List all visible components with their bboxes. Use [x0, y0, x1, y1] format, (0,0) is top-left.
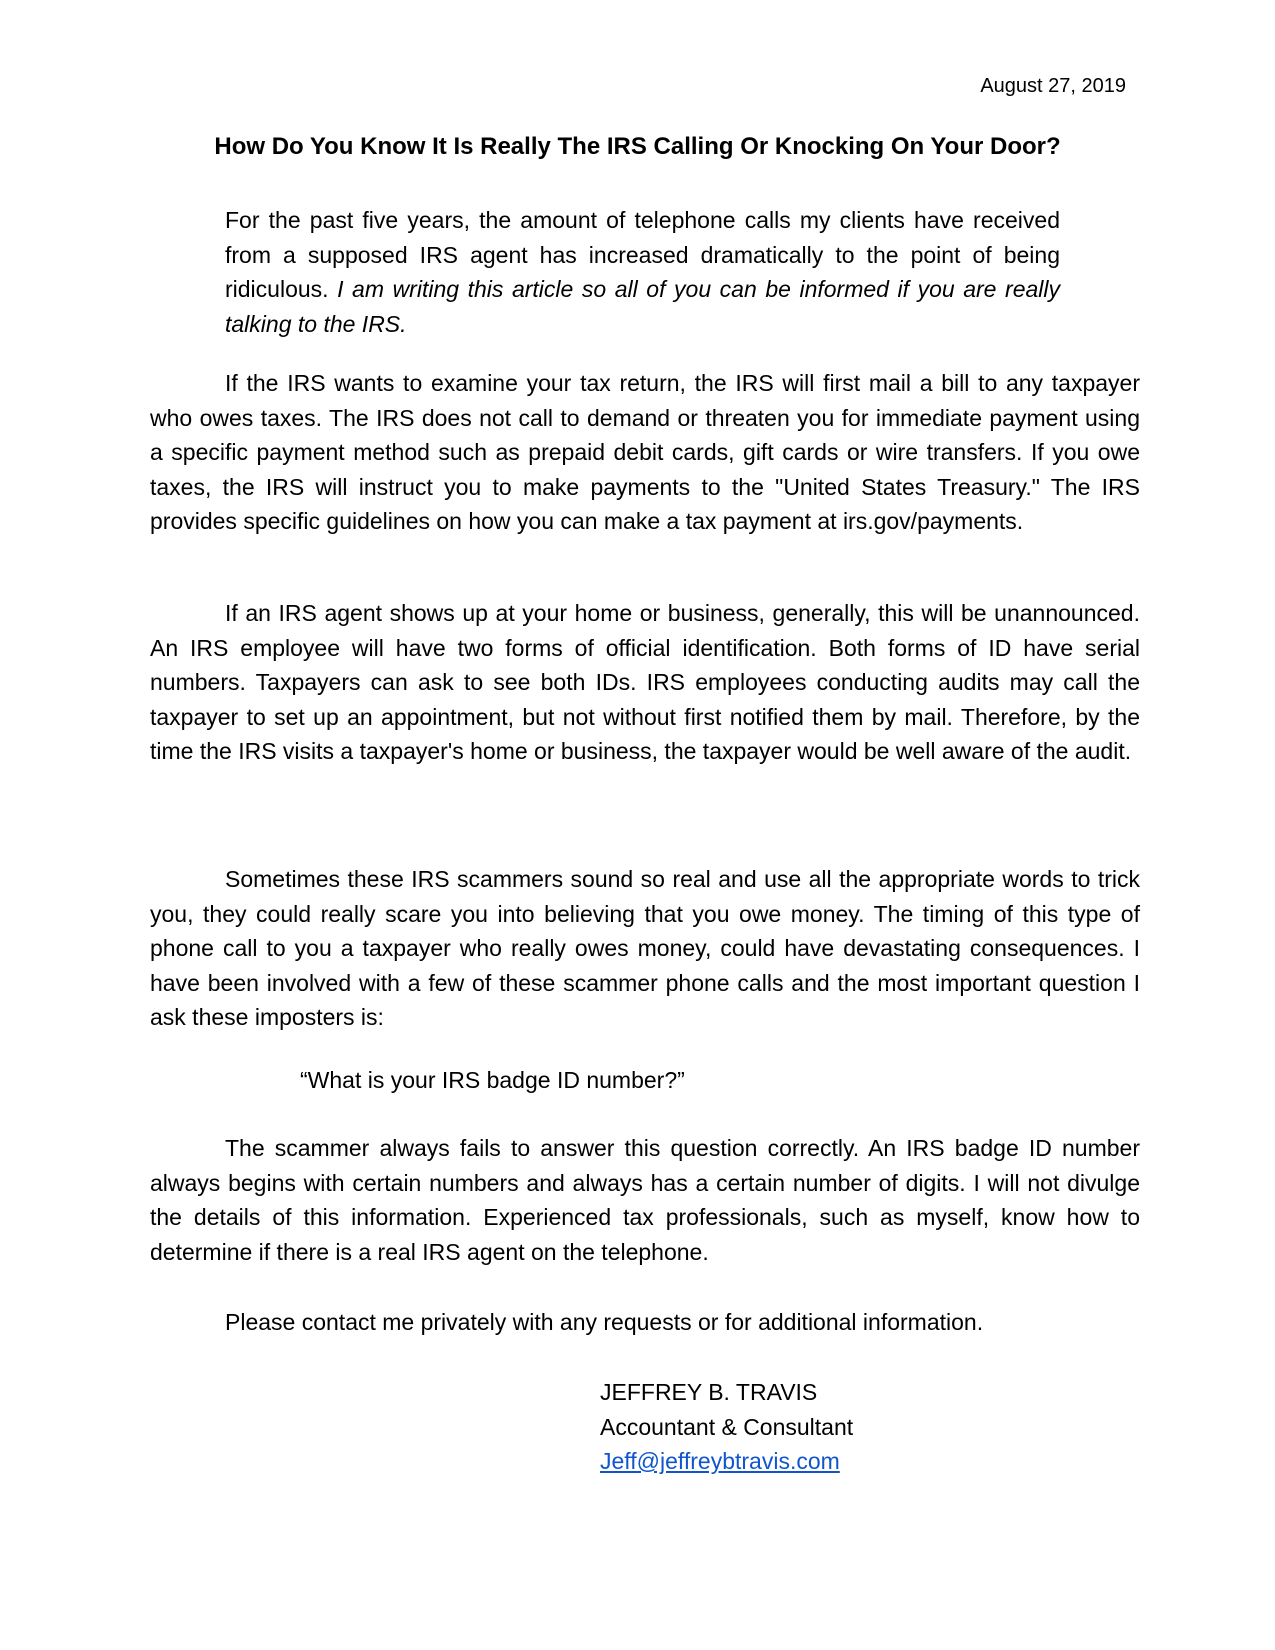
paragraph-text: If an IRS agent shows up at your home or business, generally, this will be unannounced. An IRS employee will have two forms of official identification. Both forms of ID have serial numbers. Taxpayers can ask to see both IDs. IRS employees conducting audits may call the taxpayer to set up an appointment, but not without first notified them by mail. Therefore, by the time the IRS visits a taxpayer's home or business, the taxpayer would be well aware of the audit. [150, 600, 1140, 764]
paragraph-text: The scammer always fails to answer this question correctly. An IRS badge ID number always begins with certain numbers and always has a certain number of digits. I will not divulge the details of this information. Experienced tax professionals, such as myself, know how to determine if there is a real IRS agent on the telephone. [150, 1135, 1140, 1265]
badge-question-quote: “What is your IRS badge ID number?” [300, 1067, 685, 1093]
paragraph-text: Sometimes these IRS scammers sound so real and use all the appropriate words to trick you, they could really scare you into believing that you owe money. The timing of this type of phone call to you a taxpayer who really owes money, could have devastating consequences. I have been involved with a few of these scammer phone calls and the most important question I ask these imposters is: [150, 866, 1140, 1030]
intro-text: For the past five years, the amount of telephone calls my clients have received from a supposed IRS agent has increased dramatically to the point of being ridiculous. [225, 207, 1060, 302]
signature-role: Accountant & Consultant [600, 1413, 854, 1440]
document-title: How Do You Know It Is Really The IRS Calling Or Knocking On Your Door? [214, 133, 1061, 160]
document-date: August 27, 2019 [980, 75, 1126, 97]
signature-name: JEFFREY B. TRAVIS [600, 1379, 818, 1405]
intro-emphasis: I am writing this article so all of you can be informed if you are really talking to the IRS. [225, 276, 1060, 337]
paragraph-text: If the IRS wants to examine your tax return, the IRS will first mail a bill to any taxpayer who owes taxes. The IRS does not call to demand or threaten you for immediate payment using a specific payment method such as prepaid debit cards, gift cards or wire transfers. If you owe taxes, the IRS will instruct you to make payments to the "United States Treasury." The IRS provides specific guidelines on how you can make a tax payment at irs.gov/payments. [150, 370, 1140, 534]
signature-block [600, 1375, 853, 1479]
intro-paragraph [225, 203, 1060, 341]
body-paragraph-1 [150, 366, 1140, 539]
body-paragraph-4 [150, 1131, 1140, 1269]
email-link[interactable]: Jeff@jeffreybtravis.com [600, 1448, 840, 1474]
body-paragraph-3 [150, 862, 1140, 1035]
closing-line: Please contact me privately with any requests or for additional information. [225, 1309, 984, 1335]
body-paragraph-2 [150, 596, 1140, 769]
